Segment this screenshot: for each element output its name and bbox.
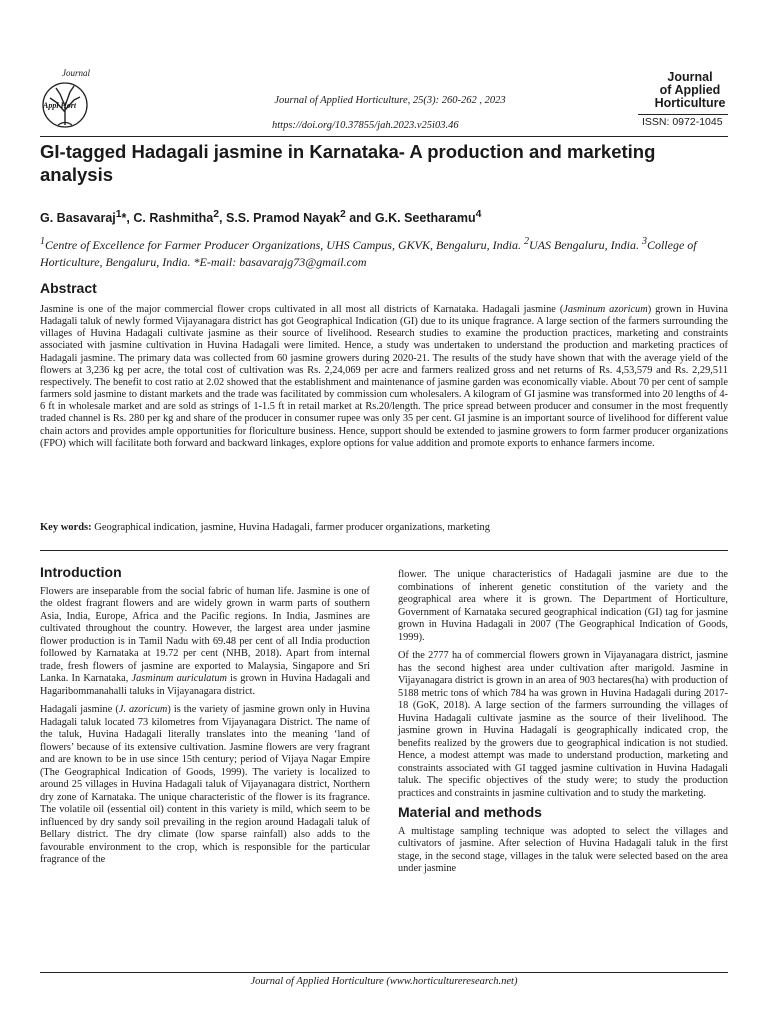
header-divider	[40, 136, 728, 137]
header-divider-short	[638, 114, 728, 115]
abstract-body	[40, 304, 728, 450]
abstract-species-name: Jasminum azoricum	[563, 304, 648, 315]
author-list	[40, 209, 481, 225]
affiliations	[40, 234, 730, 270]
affil-mark: 2	[523, 236, 529, 247]
introduction-heading: Introduction	[40, 564, 122, 580]
author-affil-mark: 2	[339, 209, 346, 220]
author-name: C. Rashmitha	[133, 211, 214, 226]
abstract-text: Jasmine is one of the major commercial flower crops cultivated in all most all districts of Karnataka. Hadagali jasmine (	[40, 304, 564, 315]
body-column-right	[398, 569, 728, 876]
paragraph: flower. The unique characteristics of Hadagali jasmine are due to the combinations of inherent genetic constitution of the variety and the geographical area where it is grown. The Department of Horticulture, Government of Karnataka secured geographical indication (GI) tag for jasmine grown in Huvina Hadagali in 2007 (The Geographical Indication of Goods, 1999).	[398, 569, 728, 643]
body-column-left	[40, 566, 370, 867]
paragraph-text: is grown in Huvina Hadagali and Hagaribommanahalli taluks in Vijayanagara district.	[40, 673, 370, 697]
paragraph-text: Flowers are inseparable from the social fabric of human life. Jasmine is one of the oldest fragrant flowers and are widely grown in warm parts of southern Asia, India, Europe, Africa and the Pacific regions. In India, Jasmines are cultivated throughout the country. However, the largest area under jasmine flower production is in Tamil Nadu with 69.48 per cent of all India production followed by Karnataka at 19.72 per cent (NHB, 2018). Apart from internal trade, fresh flowers of jasmine are exported to Malaysia, Singapore and Sri Lanka. In Karnataka,	[40, 585, 370, 684]
paragraph	[40, 586, 370, 699]
author-corresponding-mark: *,	[121, 211, 134, 226]
author-name: , S.S. Pramod Nayak	[219, 211, 340, 226]
affil-text: College of Horticulture, Bengaluru, India. *E-mail: basavarajg73@gmail.com	[40, 238, 697, 269]
footer-text: Journal of Applied Horticulture (www.horticultureresearch.net)	[250, 976, 518, 987]
journal-title-block	[640, 71, 740, 110]
journal-title-line-3: Horticulture	[654, 96, 726, 110]
journal-title-line-2: of Applied	[659, 83, 721, 97]
article-title: GI-tagged Hadagali jasmine in Karnataka- A production and marketing analysis	[40, 141, 656, 185]
abstract-divider	[40, 550, 728, 551]
journal-title-line-1: Journal	[667, 70, 713, 84]
affil-text: Centre of Excellence for Farmer Producer Organizations, UHS Campus, GKVK, Bengaluru, India.	[45, 238, 524, 252]
doi-link[interactable]: https://doi.org/10.37855/jah.2023.v25i03.46	[272, 120, 459, 131]
keywords	[40, 522, 728, 533]
author-affil-mark: 4	[475, 209, 482, 220]
journal-logo	[34, 68, 100, 130]
abstract-text: ) grown in Huvina Hadagali taluk of newly formed Vijayanagara district has got Geographical Indication (GI) due to its unique fragrance. A large section of the farmers surrounding the villages of Huvina Hadagali cultivate jasmine as their source of livelihood. Research studies to examine the production practices, marketing and constraints associated with jasmine cultivation in Huvina Hadagali were limited. Hence, a study was undertaken to understand the production and marketing practices of Hadagali jasmine. The primary data was collected from 60 jasmine growers during 2020-21. The results of the study have shown that with the average yield of the flowers at 3,236 kg per acre, the total cost of cultivation was Rs. 2,24,069 per acre and farmers realized gross and net returns of Rs. 4,53,579 and Rs. 2,29,511 respectively. The benefit to cost ratio at 2.02 showed that the establishment and maintenance of jasmine garden was economically viable. About 70 per cent of sample farmers sold jasmine to distant markets and the trade was facilitated by commission cum wholesalers. A kilogram of GI jasmine was transformed into 20 lengths of 4-6 ft in wholesale market and are sold as strings of 1-1.5 ft in retail market at Rs.20/length. The price spread between producer and consumer in the most frequently traded channel is Rs. 280 per kg and share of the producer in consumer rupee was only 35 per cent. GI jasmine is an important source of livelihood for different value chain actors and provides ample opportunities for floriculture business. Hence, support should be extended to jasmine growers to form farmer producer organizations (FPO) which will facilitate both forward and backward linkages, explore options for value addition and promote exports to enhance farmers income.	[40, 304, 728, 449]
logo-text-top: Journal	[62, 68, 90, 78]
logo-text-bottom: Appl Hort	[43, 101, 77, 110]
author-name: G. Basavaraj	[40, 211, 116, 226]
author-name: and G.K. Seetharamu	[345, 211, 476, 226]
paragraph-text: ) is the variety of jasmine grown only in Huvina Hadagali taluk located 73 kilometres from Vijayanagara District. The name of the taluk, Huvina Hadagali literally translates into the meaning ‘land of flowers’ because of its extensive cultivation. Jasmine flowers are very fragrant and are known to be in use since 15th century; period of Vijaya Nagar Empire (The Geographical Indication of Goods, 1999). The variety is localized to around 25 villages in Huvina Hadagali taluk of Vijayanagara district, Northern dry zone of Karnataka. The unique characteristic of the flower is its fragrance. The volatile oil (essential oil) content in this variety is mild, which seem to be influenced by dry sandy soil prevailing in the region around Hadagali taluk of Bellary district. The dry climate (low sparse rainfall) also adds to the favourable environment to the crop, which is responsible for the particular fragrance of the	[40, 704, 370, 865]
author-affil-mark: 2	[213, 209, 220, 220]
species-name: J. azoricum	[118, 704, 168, 715]
keywords-text: Geographical indication, jasmine, Huvina Hadagali, farmer producer organizations, marketing	[94, 522, 490, 533]
affil-mark: 3	[641, 236, 647, 247]
paragraph	[40, 704, 370, 867]
paragraph: A multistage sampling technique was adopted to select the villages and cultivators of jasmine. After selection of Huvina Hadagali taluk in the first stage, in the second stage, villages in the taluk were selected based on the area under jasmine	[398, 825, 728, 874]
affil-text: UAS Bengaluru, India.	[528, 238, 642, 252]
journal-citation: Journal of Applied Horticulture, 25(3): 260-262 , 2023	[274, 95, 506, 106]
species-name: Jasminum auriculatum	[131, 673, 227, 684]
keywords-label: Key words:	[40, 522, 92, 533]
author-affil-mark: 1	[115, 209, 122, 220]
methods-heading: Material and methods	[398, 804, 542, 820]
paragraph: Of the 2777 ha of commercial flowers grown in Vijayanagara district, jasmine has the second highest area under cultivation after marigold. Jasmine in Vijayanagara district is grown in an area of 903 hectares(ha) with production of 5188 metric tons of which 784 ha was grown in Huvina Hadagali during 2017-18 (GoK, 2018). A large section of the farmers surrounding the villages of Huvina Hadagali cultivate jasmine as the source of their livelihood. The jasmine grown in Huvina Hadagali is geographically indicated crop, the benefits realized by the growers due to geographical indication is not studied. Hence, a modest attempt was made to understand production, marketing and constraints associated with GI tagged jasmine cultivation in Huvina Hadagali taluk. The specific objectives of the study were; to study the production practices and constraints in jasmine cultivation and to study the marketing.	[398, 650, 728, 799]
issn: ISSN: 0972-1045	[642, 116, 723, 128]
affil-mark: 1	[40, 236, 45, 247]
footer-divider	[40, 972, 728, 973]
paragraph-text: Hadagali jasmine (	[40, 704, 119, 715]
abstract-heading: Abstract	[40, 280, 97, 296]
